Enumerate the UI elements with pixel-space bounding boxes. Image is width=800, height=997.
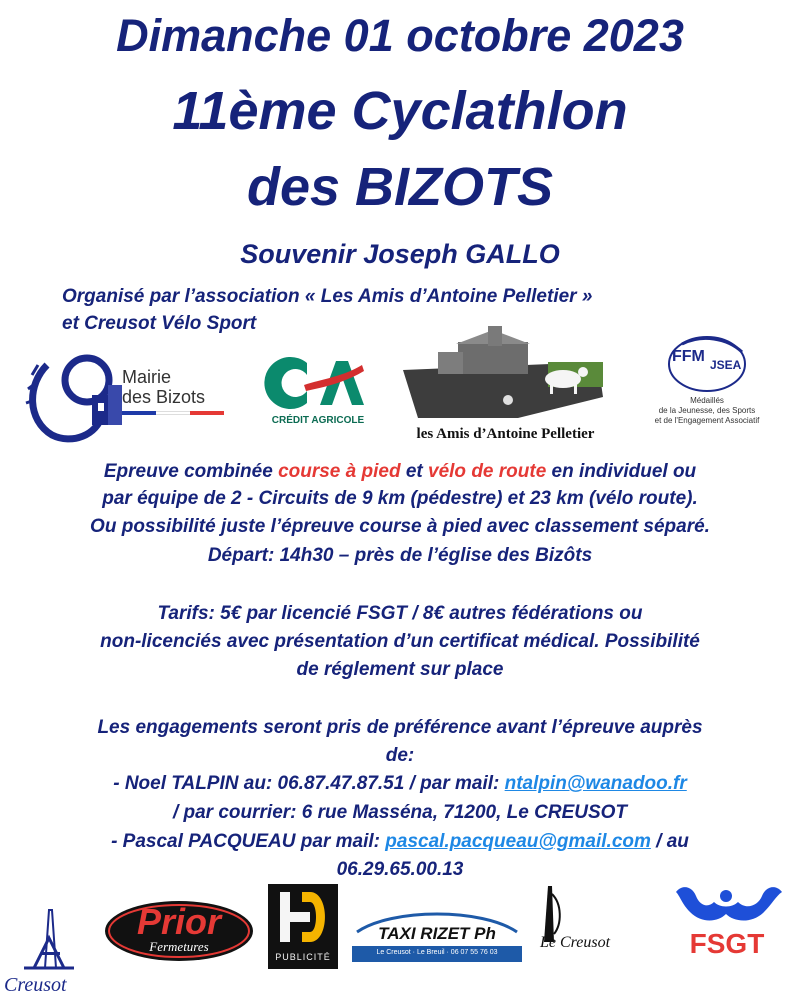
prior-sublabel: Fermetures <box>149 939 209 954</box>
taxi-sublabel: Le Creusot · Le Breuil · 06 07 55 76 03 <box>376 949 498 956</box>
flag-white <box>156 411 190 415</box>
ffmjsea-line2: de la Jeunesse, des Sports <box>658 406 756 415</box>
le-creusot-logo <box>536 884 646 969</box>
credit-agricole-label: CRÉDIT AGRICOLE <box>271 415 365 426</box>
tarifs-line: de réglement sur place <box>296 659 504 680</box>
organizer-line: et Creusot Vélo Sport <box>62 313 257 334</box>
event-date: Dimanche 01 octobre 2023 <box>116 10 684 61</box>
text: et <box>400 461 429 482</box>
text: Epreuve combinée <box>103 461 279 482</box>
tarifs-line: non-licenciés avec présentation d’un certificat médical. Possibilité <box>100 631 700 652</box>
hd-publicite-logo <box>268 884 338 969</box>
ffmjsea-line1: Médaillés <box>690 396 724 405</box>
text: - Pascal PACQUEAU par mail: <box>111 831 386 852</box>
fsgt-logo <box>668 882 786 962</box>
contact-pacqueau <box>0 828 800 855</box>
creusot-label: Creusot <box>4 974 67 996</box>
ffmjsea-line3: et de l'Engagement Associatif <box>654 416 760 425</box>
text: / au <box>650 831 689 852</box>
event-subtitle: Souvenir Joseph GALLO <box>240 239 560 269</box>
prior-logo <box>103 895 255 965</box>
mairie-des-bizots-logo <box>22 345 232 450</box>
taxi-rizet-logo <box>352 902 522 964</box>
ffm-acronym: FFM <box>672 348 705 365</box>
flag-red <box>190 411 224 415</box>
ffmjsea-logo <box>632 334 782 434</box>
highlight-velo: vélo de route <box>428 461 547 482</box>
text: en individuel ou <box>546 461 697 482</box>
contact-address: / par courrier: 6 rue Masséna, 71200, Le CREUSOT <box>172 802 628 823</box>
contact-talpin <box>0 770 800 797</box>
engagements-line: de: <box>385 745 415 766</box>
organizer-line: Organisé par l’association « Les Amis d’Antoine Pelletier » <box>62 286 593 307</box>
highlight-course: course à pied <box>278 461 401 482</box>
epreuve-line: par équipe de 2 - Circuits de 9 km (pédestre) et 23 km (vélo route). <box>102 488 698 509</box>
mairie-line1: Mairie <box>122 367 172 387</box>
event-title: 11ème Cyclathlon <box>172 81 628 141</box>
epreuve-line: Ou possibilité juste l’épreuve course à pied avec classement séparé. <box>90 516 710 537</box>
email-link-pacqueau[interactable]: pascal.pacqueau@gmail.com <box>385 831 651 852</box>
mairie-line2: des Bizots <box>122 387 206 407</box>
prior-label: Prior <box>136 901 222 942</box>
hd-sublabel: PUBLICITÉ <box>275 952 331 962</box>
engagements-line: Les engagements seront pris de préférence avant l’épreuve auprès <box>97 717 703 738</box>
email-link-talpin[interactable]: ntalpin@wanadoo.fr <box>504 773 687 794</box>
epreuve-line <box>0 458 800 485</box>
amis-label: les Amis d’Antoine Pelletier <box>416 426 595 442</box>
jsea-acronym: JSEA <box>710 358 742 372</box>
flag-blue <box>122 411 156 415</box>
credit-agricole-logo <box>262 355 374 430</box>
contact-phone: 06.29.65.00.13 <box>336 859 464 880</box>
amis-antoine-pelletier-logo <box>398 322 613 447</box>
taxi-label: TAXI RIZET Ph <box>378 924 496 943</box>
depart-line: Départ: 14h30 – près de l’église des Bizôts <box>207 545 593 566</box>
creusot-logo <box>4 908 104 996</box>
le-creusot-label: Le Creusot <box>540 934 611 951</box>
fsgt-label: FSGT <box>689 928 765 959</box>
tarifs-line: Tarifs: 5€ par licencié FSGT / 8€ autres fédérations ou <box>157 603 643 624</box>
text: - Noel TALPIN au: 06.87.47.87.51 / par mail: <box>113 773 505 794</box>
event-place: des BIZOTS <box>246 157 554 217</box>
